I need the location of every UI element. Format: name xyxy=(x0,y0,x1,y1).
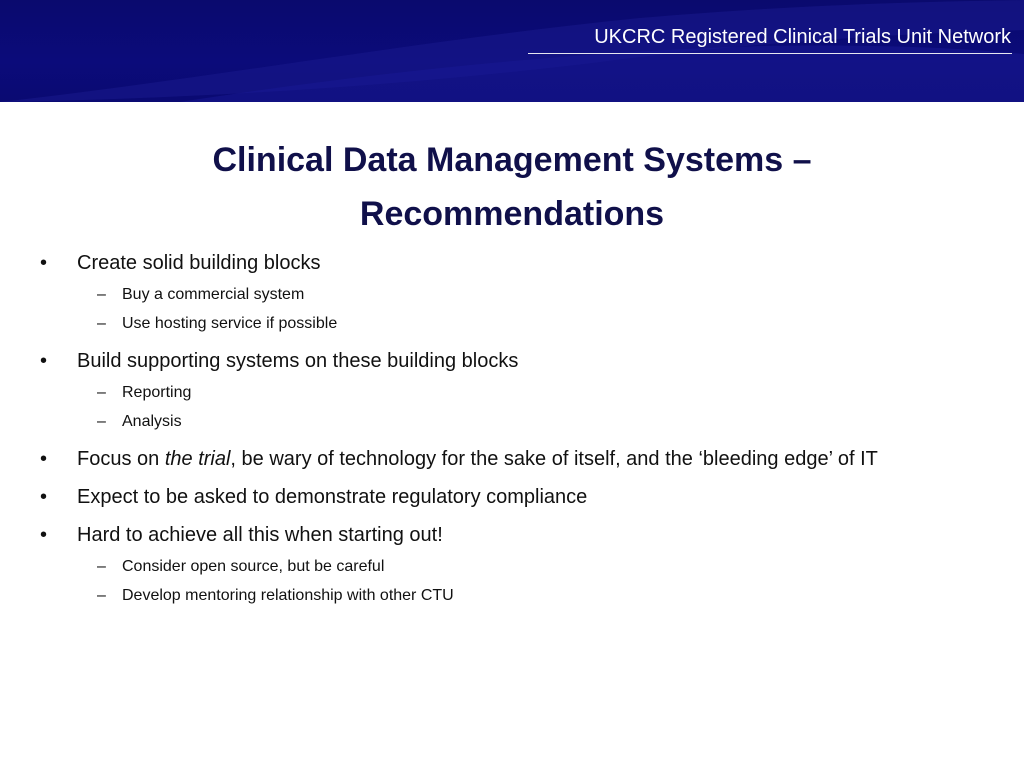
slide-title-line-1: Clinical Data Management Systems – xyxy=(212,141,812,179)
bullet-text: Build supporting systems on these building blocks xyxy=(77,350,519,372)
bullet-text: Create solid building blocks xyxy=(77,252,321,274)
sub-bullet-text: Reporting xyxy=(122,384,192,401)
sub-bullet-text: Analysis xyxy=(122,413,182,430)
bullet-item xyxy=(0,248,1024,338)
bullet-text: Expect to be asked to demonstrate regulatory compliance xyxy=(77,486,588,508)
bullet-text-before: Focus on xyxy=(77,448,165,470)
bullet-item xyxy=(0,346,1024,436)
slide-title xyxy=(100,133,924,241)
bullet-marker: • xyxy=(40,524,48,546)
bullet-marker: • xyxy=(40,350,48,372)
bullet-item xyxy=(0,444,1024,474)
dash-marker: – xyxy=(97,384,106,401)
sub-bullet-item xyxy=(77,552,984,581)
dash-marker: – xyxy=(97,413,106,430)
slide-title-line-2: Recommendations xyxy=(359,195,665,233)
bullet-emphasis: the trial xyxy=(164,448,231,470)
bullet-list xyxy=(0,248,1024,610)
title-underline xyxy=(528,53,1012,54)
sub-bullet-text: Consider open source, but be careful xyxy=(122,558,385,575)
bullet-item xyxy=(0,520,1024,610)
sub-bullet-list xyxy=(77,280,984,338)
bullet-text: Hard to achieve all this when starting out! xyxy=(77,524,443,546)
sub-bullet-item xyxy=(77,280,984,309)
bullet-text-after: , be wary of technology for the sake of itself, and the ‘bleeding edge’ of IT xyxy=(230,448,878,470)
sub-bullet-item xyxy=(77,407,984,436)
sub-bullet-text: Develop mentoring relationship with other CTU xyxy=(122,587,454,604)
network-title: UKCRC Registered Clinical Trials Unit Network xyxy=(594,26,1011,48)
bullet-item xyxy=(0,482,1024,512)
dash-marker: – xyxy=(97,558,106,575)
sub-bullet-item xyxy=(77,378,984,407)
sub-bullet-list xyxy=(77,552,984,610)
dash-marker: – xyxy=(97,315,106,332)
bullet-marker: • xyxy=(40,448,48,470)
dash-marker: – xyxy=(97,286,106,303)
header-band xyxy=(0,0,1024,102)
sub-bullet-item xyxy=(77,309,984,338)
bullet-marker: • xyxy=(40,252,48,274)
sub-bullet-text: Use hosting service if possible xyxy=(122,315,338,332)
sub-bullet-item xyxy=(77,581,984,610)
sub-bullet-list xyxy=(77,378,984,436)
dash-marker: – xyxy=(97,587,106,604)
sub-bullet-text: Buy a commercial system xyxy=(122,286,305,303)
bullet-marker: • xyxy=(40,486,48,508)
header-swoosh-graphic xyxy=(0,0,1024,102)
